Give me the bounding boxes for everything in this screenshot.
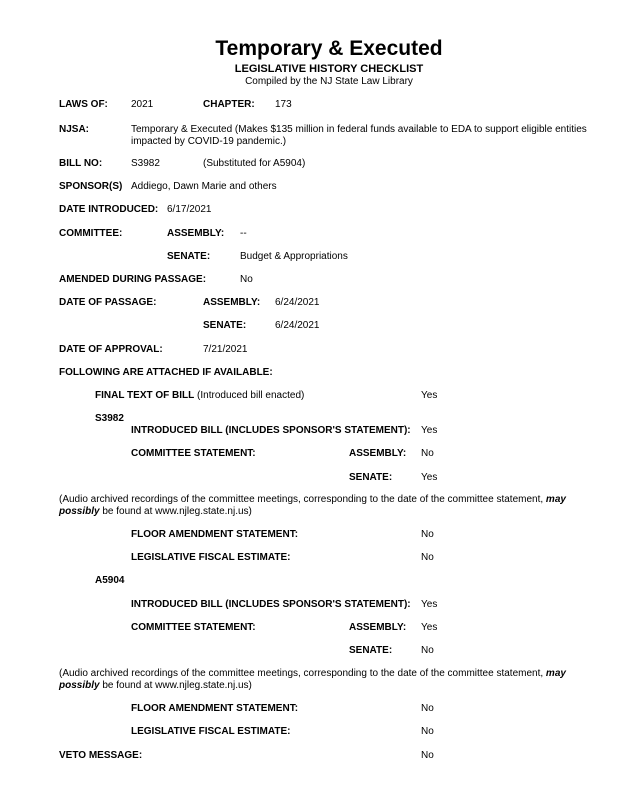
passage-assembly-value: 6/24/2021 [275, 297, 320, 308]
sponsors-value: Addiego, Dawn Marie and others [131, 181, 277, 192]
final-text-note: (Introduced bill enacted) [197, 390, 305, 401]
attached-heading: FOLLOWING ARE ATTACHED IF AVAILABLE: [59, 367, 273, 378]
s3982-senate-label: SENATE: [349, 472, 393, 483]
passage-label: DATE OF PASSAGE: [59, 297, 157, 308]
audio-note-after: be found at www.njleg.state.nj.us) [99, 680, 252, 691]
s3982-floor-label: FLOOR AMENDMENT STATEMENT: [131, 529, 299, 540]
passage-senate-label: SENATE: [203, 320, 247, 331]
final-text-value: Yes [421, 390, 438, 401]
laws-of-value: 2021 [131, 99, 154, 110]
a5904-fiscal-value: No [421, 726, 434, 737]
amended-value: No [240, 274, 253, 285]
chapter-value: 173 [275, 99, 292, 110]
audio-note-s3982 [59, 494, 604, 518]
s3982-floor-value: No [421, 529, 434, 540]
committee-assembly-value: -- [240, 228, 247, 239]
committee-senate-value: Budget & Appropriations [240, 251, 348, 262]
page-title: Temporary & Executed [215, 37, 443, 60]
bill-no-value: S3982 [131, 158, 160, 169]
s3982-senate-value: Yes [421, 472, 438, 483]
a5904-introduced-value: Yes [421, 599, 438, 610]
date-introduced-value: 6/17/2021 [167, 204, 212, 215]
a5904-senate-value: No [421, 645, 434, 656]
sponsors-label: SPONSOR(S) [59, 181, 123, 192]
njsa-value: Temporary & Executed (Makes $135 million in federal funds available to EDA to support eligible entities impacted by COVID-19 pandemic.) [131, 124, 587, 147]
final-text-row [95, 390, 304, 402]
s3982-assembly-value: No [421, 448, 434, 459]
page-subtitle: LEGISLATIVE HISTORY CHECKLIST [234, 63, 424, 75]
a5904-floor-value: No [421, 703, 434, 714]
a5904-introduced-label: INTRODUCED BILL (INCLUDES SPONSOR'S STATEMENT): [131, 599, 411, 610]
audio-note-before: (Audio archived recordings of the committee meetings, corresponding to the date of the committee statement, [59, 668, 546, 679]
a5904-committee-label: COMMITTEE STATEMENT: [131, 622, 256, 633]
approval-value: 7/21/2021 [203, 344, 248, 355]
passage-assembly-label: ASSEMBLY: [203, 297, 261, 308]
njsa-label: NJSA: [59, 124, 90, 135]
a5904-assembly-label: ASSEMBLY: [349, 622, 407, 633]
approval-label: DATE OF APPROVAL: [59, 344, 163, 355]
bill-no-substitution-note: (Substituted for A5904) [203, 158, 306, 169]
s3982-heading: S3982 [95, 413, 124, 424]
veto-value: No [421, 750, 434, 761]
s3982-fiscal-value: No [421, 552, 434, 563]
chapter-label: CHAPTER: [203, 99, 255, 110]
veto-label: VETO MESSAGE: [59, 750, 143, 761]
committee-assembly-label: ASSEMBLY: [167, 228, 225, 239]
final-text-label: FINAL TEXT OF BILL [95, 390, 195, 401]
s3982-assembly-label: ASSEMBLY: [349, 448, 407, 459]
audio-note-a5904 [59, 668, 604, 692]
a5904-heading: A5904 [95, 575, 125, 586]
laws-of-label: LAWS OF: [59, 99, 108, 110]
amended-label: AMENDED DURING PASSAGE: [59, 274, 207, 285]
a5904-fiscal-label: LEGISLATIVE FISCAL ESTIMATE: [131, 726, 291, 737]
committee-label: COMMITTEE: [59, 228, 123, 239]
a5904-floor-label: FLOOR AMENDMENT STATEMENT: [131, 703, 299, 714]
audio-note-after: be found at www.njleg.state.nj.us) [99, 506, 252, 517]
a5904-senate-label: SENATE: [349, 645, 393, 656]
committee-senate-label: SENATE: [167, 251, 211, 262]
s3982-committee-label: COMMITTEE STATEMENT: [131, 448, 256, 459]
s3982-introduced-label: INTRODUCED BILL (INCLUDES SPONSOR'S STATEMENT): [131, 425, 411, 436]
audio-note-emphasis: may possibly [59, 668, 566, 691]
compiled-by: Compiled by the NJ State Law Library [245, 76, 413, 87]
a5904-assembly-value: Yes [421, 622, 438, 633]
audio-note-before: (Audio archived recordings of the committee meetings, corresponding to the date of the committee statement, [59, 494, 546, 505]
s3982-fiscal-label: LEGISLATIVE FISCAL ESTIMATE: [131, 552, 291, 563]
audio-note-emphasis: may possibly [59, 494, 566, 517]
s3982-introduced-value: Yes [421, 425, 438, 436]
bill-no-label: BILL NO: [59, 158, 103, 169]
date-introduced-label: DATE INTRODUCED: [59, 204, 159, 215]
passage-senate-value: 6/24/2021 [275, 320, 320, 331]
